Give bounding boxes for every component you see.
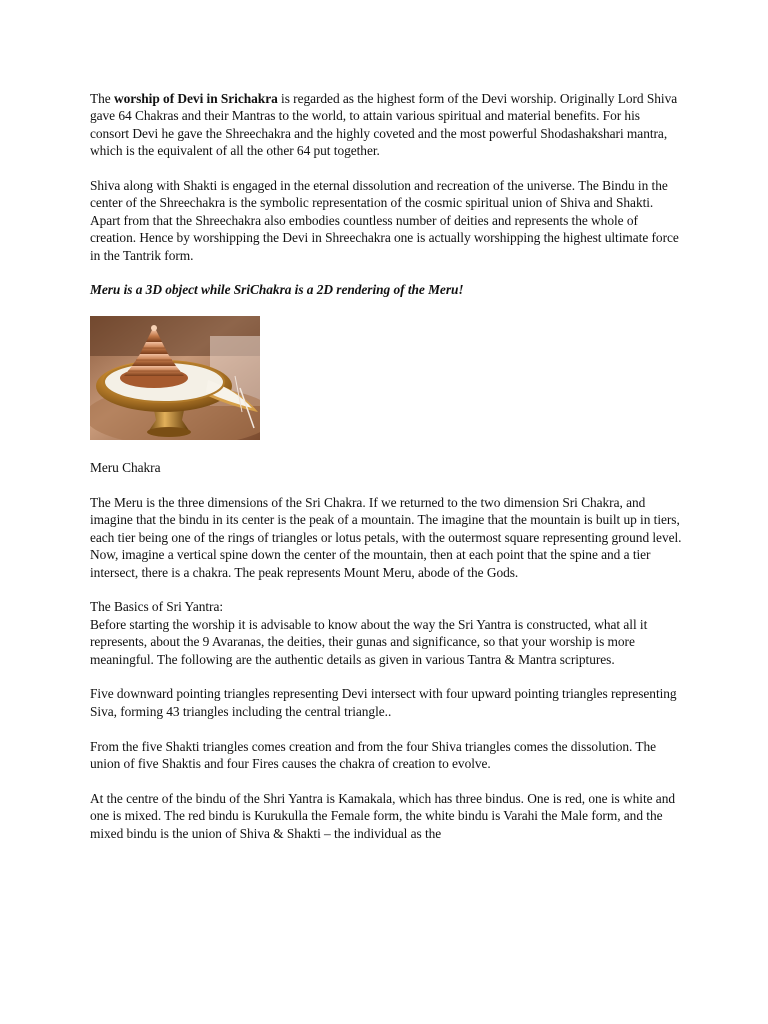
photo-caption: Meru Chakra	[90, 460, 161, 476]
intro-lead-text: The	[90, 91, 114, 106]
paragraph-intro	[90, 90, 682, 160]
intro-bold-phrase: worship of Devi in Srichakra	[113, 91, 278, 106]
paragraph-basics: Before starting the worship it is advisable to know about the way the Sri Yantra is constructed, what all it represents, about the 9 Avaranas, the deities, their gunas and significance, so that your worship is more meaningful. The following are the authentic details as given in various Tantra & Mantra scriptures.	[90, 616, 648, 667]
paragraph-meru-description: The Meru is the three dimensions of the Sri Chakra. If we returned to the two dimension Sri Chakra, and imagine that the bindu in its center is the peak of a mountain. The imagine that the mountain is built up in tiers, each tier being one of the rings of triangles or lotus petals, with the outermost square representing ground level. Now, imagine a vertical spine down the center of the mountain, then at each point that the spine and a tier intersect, there is a chakra. The peak represents Mount Meru, abode of the Gods.	[90, 495, 682, 580]
paragraph-triangles: Five downward pointing triangles representing Devi intersect with four upward pointing triangles representing Siva, forming 43 triangles including the central triangle..	[90, 686, 677, 719]
paragraph-kamakala: At the centre of the bindu of the Shri Yantra is Kamakala, which has three bindus. One is red, one is white and one is mixed. The red bindu is Kurukulla the Female form, the white bindu is Varahi the Male form, and the mixed bindu is the union of Shiva & Shakti – the individual as the	[90, 790, 675, 841]
paragraph-creation: From the five Shakti triangles comes creation and from the four Shiva triangles comes the dissolution. The union of five Shaktis and four Fires causes the chakra of creation to evolve.	[90, 738, 657, 772]
paragraph-meru-note: Meru is a 3D object while SriChakra is a 2D rendering of the Meru!	[90, 282, 464, 298]
meru-chakra-photo	[90, 316, 260, 440]
paragraph-shiva-shakti: Shiva along with Shakti is engaged in the eternal dissolution and recreation of the universe. The Bindu in the center of the Shreechakra is the symbolic representation of the cosmic spiritual union of Shiva and Shakti. Apart from that the Shreechakra also embodies countless number of deities and represents the whole of creation. Hence by worshipping the Devi in Shreechakra one is actually worshipping the highest ultimate force in the Tantrik form.	[90, 178, 679, 263]
document-page	[90, 90, 682, 859]
section-heading-basics: The Basics of Sri Yantra:	[90, 599, 224, 615]
intro-rest-text: is regarded as the highest form of the Devi worship. Originally Lord Shiva gave 64 Chakras and their Mantras to the world, to attain various spiritual and material benefits. For his consort Devi he gave the Shreechakra and the highly coveted and the most powerful Shodashakshari mantra, which is the equivalent of all the other 64 put together.	[90, 91, 678, 159]
